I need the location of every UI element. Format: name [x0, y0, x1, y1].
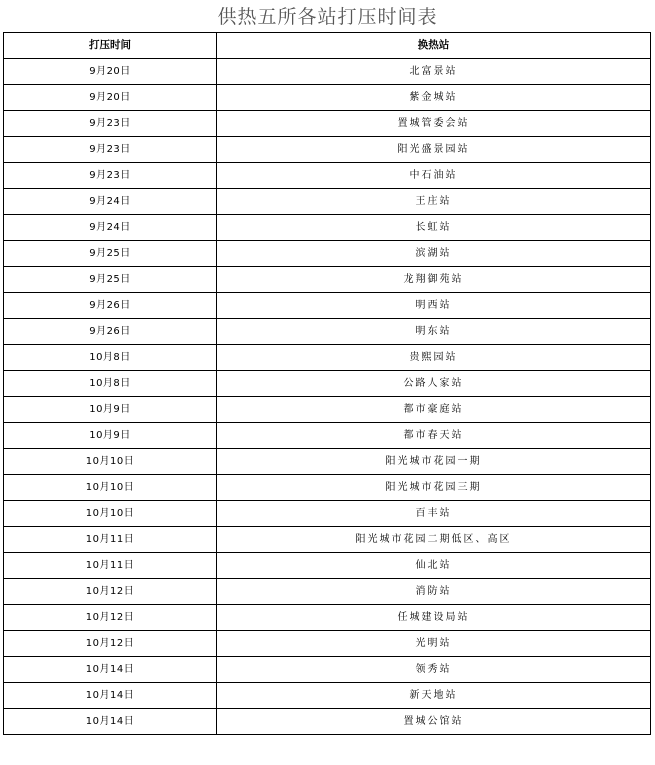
header-station: 换热站	[217, 33, 651, 59]
table-body	[4, 59, 651, 735]
cell-test-date: 9月23日	[4, 137, 217, 163]
cell-test-date: 10月11日	[4, 553, 217, 579]
cell-station: 紫金城站	[217, 85, 651, 111]
table-row	[4, 319, 651, 345]
table-row	[4, 553, 651, 579]
table-row	[4, 449, 651, 475]
cell-test-date: 10月9日	[4, 397, 217, 423]
cell-test-date: 10月11日	[4, 527, 217, 553]
table-row	[4, 397, 651, 423]
cell-station: 中石油站	[217, 163, 651, 189]
table-row	[4, 631, 651, 657]
cell-station: 任城建设局站	[217, 605, 651, 631]
table-row	[4, 137, 651, 163]
cell-test-date: 10月14日	[4, 709, 217, 735]
cell-station: 阳光城市花园一期	[217, 449, 651, 475]
table-row	[4, 683, 651, 709]
cell-station: 百丰站	[217, 501, 651, 527]
table-row	[4, 657, 651, 683]
cell-test-date: 10月8日	[4, 345, 217, 371]
table-row	[4, 85, 651, 111]
cell-test-date: 9月25日	[4, 241, 217, 267]
table-row	[4, 371, 651, 397]
table-row	[4, 709, 651, 735]
table-row	[4, 605, 651, 631]
page-title: 供热五所各站打压时间表	[217, 6, 438, 28]
cell-test-date: 10月10日	[4, 475, 217, 501]
cell-test-date: 10月12日	[4, 631, 217, 657]
table-row	[4, 345, 651, 371]
cell-station: 王庄站	[217, 189, 651, 215]
table-row	[4, 501, 651, 527]
cell-station: 阳光盛景园站	[217, 137, 651, 163]
cell-station: 阳光城市花园三期	[217, 475, 651, 501]
cell-test-date: 9月23日	[4, 111, 217, 137]
table-row	[4, 293, 651, 319]
table-row	[4, 475, 651, 501]
cell-station: 领秀站	[217, 657, 651, 683]
cell-test-date: 9月23日	[4, 163, 217, 189]
cell-test-date: 9月24日	[4, 215, 217, 241]
cell-test-date: 10月14日	[4, 657, 217, 683]
cell-station: 北富景站	[217, 59, 651, 85]
table-row	[4, 111, 651, 137]
cell-station: 置城管委会站	[217, 111, 651, 137]
pressure-test-schedule-table	[3, 32, 651, 735]
cell-test-date: 9月26日	[4, 319, 217, 345]
header-test-date: 打压时间	[4, 33, 217, 59]
table-row	[4, 579, 651, 605]
cell-station: 仙北站	[217, 553, 651, 579]
table-row	[4, 423, 651, 449]
cell-test-date: 10月8日	[4, 371, 217, 397]
cell-test-date: 10月12日	[4, 579, 217, 605]
cell-station: 明东站	[217, 319, 651, 345]
cell-test-date: 10月9日	[4, 423, 217, 449]
cell-station: 明西站	[217, 293, 651, 319]
cell-test-date: 10月10日	[4, 449, 217, 475]
table-row	[4, 215, 651, 241]
cell-test-date: 10月10日	[4, 501, 217, 527]
table-row	[4, 267, 651, 293]
cell-station: 阳光城市花园二期低区、高区	[217, 527, 651, 553]
cell-test-date: 10月14日	[4, 683, 217, 709]
cell-test-date: 10月12日	[4, 605, 217, 631]
cell-station: 消防站	[217, 579, 651, 605]
cell-test-date: 9月26日	[4, 293, 217, 319]
table-row	[4, 241, 651, 267]
table-row	[4, 189, 651, 215]
cell-test-date: 9月20日	[4, 85, 217, 111]
cell-station: 公路人家站	[217, 371, 651, 397]
cell-station: 滨湖站	[217, 241, 651, 267]
cell-test-date: 9月25日	[4, 267, 217, 293]
table-row	[4, 527, 651, 553]
cell-station: 都市豪庭站	[217, 397, 651, 423]
table-row	[4, 59, 651, 85]
cell-test-date: 9月20日	[4, 59, 217, 85]
cell-station: 都市春天站	[217, 423, 651, 449]
cell-station: 光明站	[217, 631, 651, 657]
table-header-row	[4, 33, 651, 59]
cell-station: 置城公馆站	[217, 709, 651, 735]
cell-station: 龙翔御苑站	[217, 267, 651, 293]
cell-test-date: 9月24日	[4, 189, 217, 215]
cell-station: 长虹站	[217, 215, 651, 241]
cell-station: 新天地站	[217, 683, 651, 709]
table-row	[4, 163, 651, 189]
cell-station: 贵熙园站	[217, 345, 651, 371]
